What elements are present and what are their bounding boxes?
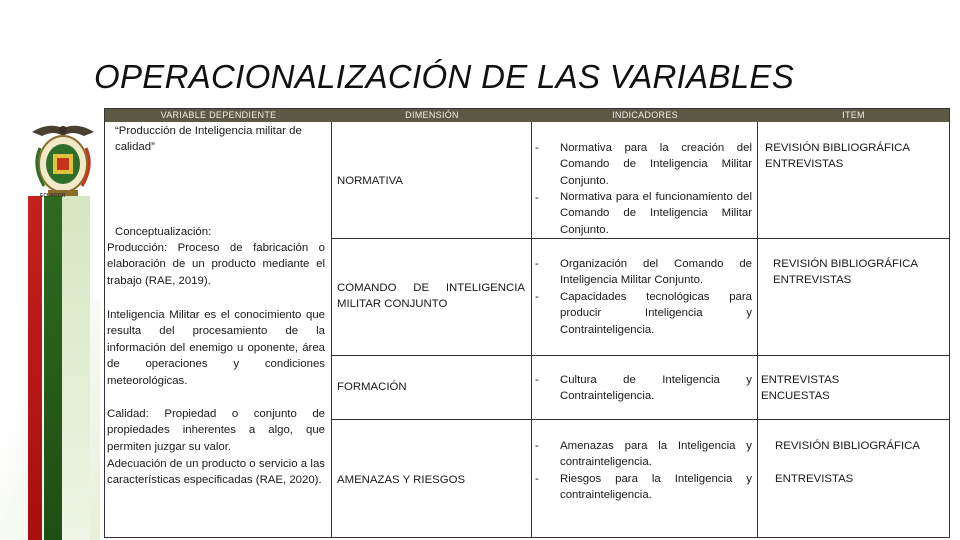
indicator: Amenazas para la Inteligencia y contrainteligencia. — [560, 440, 752, 469]
concept-military-intelligence: Inteligencia Militar es el conocimiento que resulta del procesamiento de la información del enemigo u oponente, área de operaciones y condiciones meteorológicas. — [107, 309, 325, 387]
bullet: - — [535, 440, 539, 452]
dimension-comando: COMANDO DE INTELIGENCIA MILITAR CONJUNTO — [337, 282, 525, 311]
grid-line — [531, 122, 532, 537]
variable-name: “Producción de Inteligencia militar de calidad” — [115, 125, 302, 154]
header-indicators: INDICADORES — [612, 110, 678, 120]
flag-stripe-pale — [62, 196, 90, 540]
indicator: Organización del Comando de Inteligencia Militar Conjunto. — [560, 258, 752, 287]
indicator: Normativa para la creación del Comando de Inteligencia Militar Conjunto. — [560, 142, 752, 187]
flag-stripe-green — [44, 196, 62, 540]
item-row3: ENTREVISTAS ENCUESTAS — [761, 374, 840, 403]
header-variable: VARIABLE DEPENDIENTE — [160, 110, 277, 120]
indicator: Riesgos para la Inteligencia y contrainteligencia. — [560, 473, 752, 502]
dimension-formacion: FORMACIÓN — [337, 381, 407, 393]
bullet: - — [535, 374, 539, 386]
concept-quality: Calidad: Propiedad o conjunto de propiedades inherentes a algo, que permiten juzgar su valor. — [107, 408, 325, 453]
bullet: - — [535, 142, 539, 154]
bullet: - — [535, 258, 539, 270]
dimension-amenazas: AMENAZAS Y RIESGOS — [337, 474, 466, 486]
item-row4-line2: ENTREVISTAS — [775, 473, 854, 485]
header-item: ITEM — [842, 110, 865, 120]
bullet: - — [535, 291, 539, 303]
table-header-row — [105, 109, 949, 122]
grid-line — [331, 122, 332, 537]
concept-production: Producción: Proceso de fabricación o elaboración de un producto mediante el trabajo (RAE, 2019). — [107, 242, 325, 287]
header-dimension: DIMENSIÓN — [405, 110, 459, 120]
indicator: Cultura de Inteligencia y Contrainteligencia. — [560, 374, 752, 403]
flag-stripe-red — [28, 196, 42, 540]
operationalization-table — [104, 108, 950, 538]
grid-line — [757, 122, 758, 537]
item-row4-line1: REVISIÓN BIBLIOGRÁFICA — [775, 440, 920, 452]
bullet: - — [535, 473, 539, 485]
crest-label: ECUADOR — [40, 193, 66, 199]
bullet: - — [535, 192, 539, 204]
page-title: OPERACIONALIZACIÓN DE LAS VARIABLES — [94, 58, 795, 95]
indicator: Capacidades tecnológicas para producir Inteligencia y Contrainteligencia. — [560, 291, 752, 336]
concept-adequacy: Adecuación de un producto o servicio a las características especificadas (RAE, 2020). — [107, 458, 325, 487]
grid-line — [331, 419, 949, 420]
item-row1: REVISIÓN BIBLIOGRÁFICA ENTREVISTAS — [765, 142, 910, 171]
concept-heading: Conceptualización: — [115, 226, 212, 238]
grid-line — [331, 355, 949, 356]
item-row2: REVISIÓN BIBLIOGRÁFICA ENTREVISTAS — [773, 258, 918, 287]
indicator: Normativa para el funcionamiento del Comando de Inteligencia Militar Conjunto. — [560, 191, 752, 236]
dimension-normativa: NORMATIVA — [337, 175, 404, 187]
military-crest-logo — [26, 118, 100, 202]
